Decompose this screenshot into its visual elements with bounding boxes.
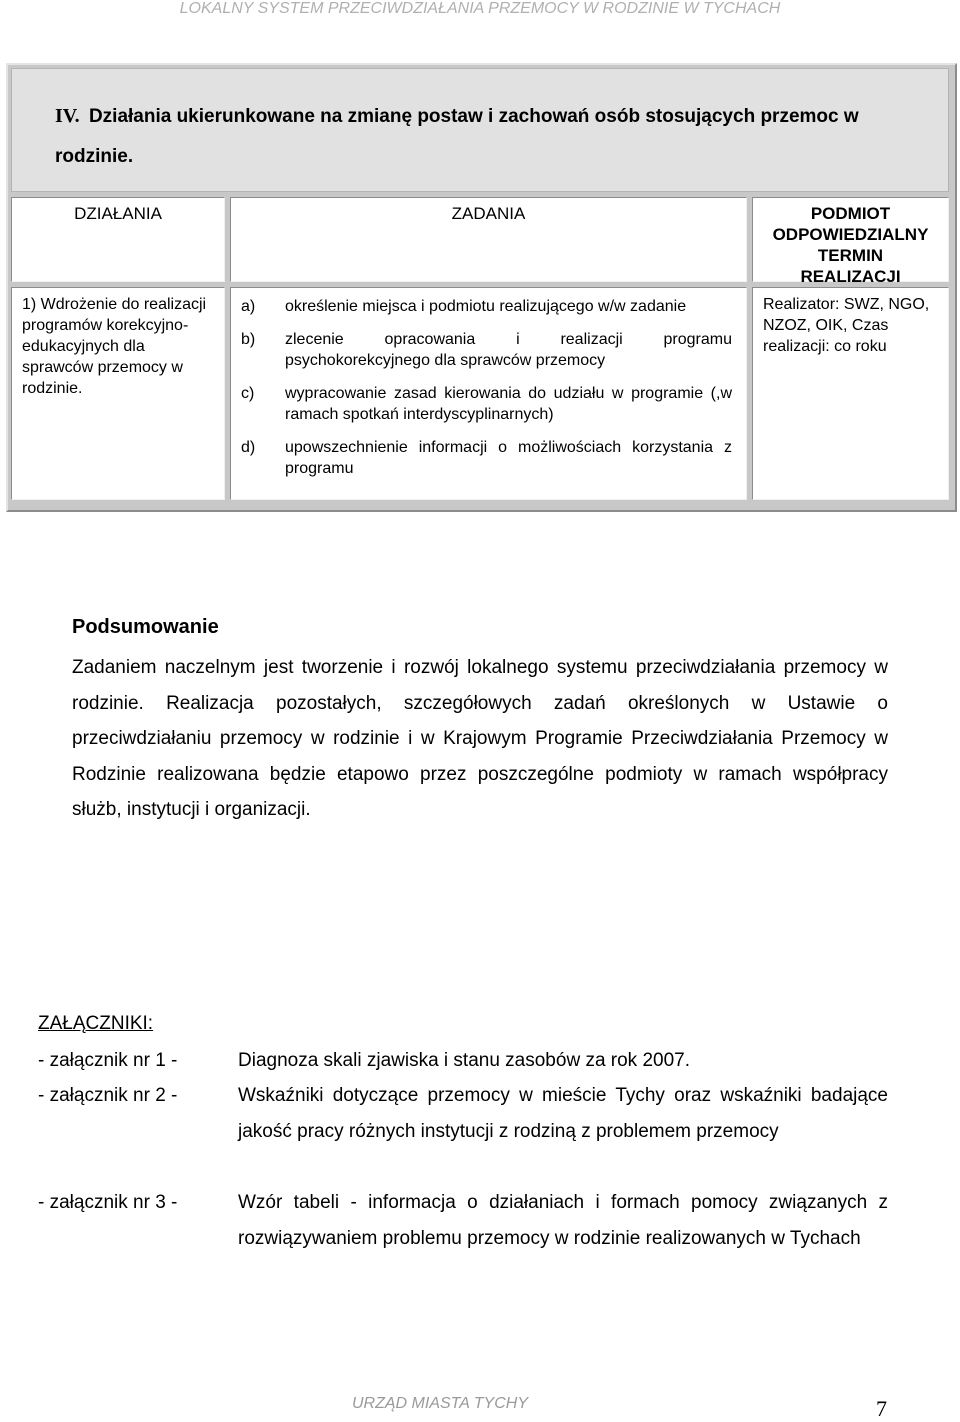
task-item: d) upowszechnienie informacji o możliwościach korzystania z programu bbox=[241, 439, 732, 477]
attachment-label: - załącznik nr 2 - bbox=[38, 1085, 178, 1106]
summary-text: Zadaniem naczelnym jest tworzenie i rozwój lokalnego systemu przeciwdziałania przemocy w rodzinie. Realizacja pozostałych, szczegółowych zadań określonych w Ustawie o przeciwdziałaniu przemocy w rodzinie i w Krajowym Programie Przeciwdziałania Przemocy w Rodzinie realizowana będzie etapowo przez poszczególne podmioty w ramach współpracy służb, instytucji i organizacji. bbox=[72, 657, 888, 820]
summary-title: Podsumowanie bbox=[72, 616, 219, 638]
running-footer: URZĄD MIASTA TYCHY bbox=[352, 1395, 529, 1412]
cell-responsible: Realizator: SWZ, NGO, NZOZ, OIK, Czas realizacji: co roku bbox=[752, 287, 949, 500]
cell-tasks bbox=[230, 287, 747, 500]
attachment-text: Diagnoza skali zjawiska i stanu zasobów za rok 2007. bbox=[238, 1050, 691, 1071]
section-title bbox=[55, 96, 935, 177]
attachment-text: Wskaźniki dotyczące przemocy w mieście Tychy oraz wskaźniki badające jakość pracy różnych instytucji z rodziną z problemem przemocy bbox=[238, 1085, 888, 1142]
attachments-title: ZAŁĄCZNIKI: bbox=[38, 1013, 154, 1034]
section-title-text: Działania ukierunkowane na zmianę postaw i zachowań osób stosujących przemoc w rodzinie. bbox=[55, 106, 859, 167]
task-item: c) wypracowanie zasad kierowania do udziału w programie (,w ramach spotkań interdyscyplinarnych) bbox=[241, 385, 732, 423]
section-number: IV. bbox=[55, 105, 80, 127]
attachment-label: - załącznik nr 3 - bbox=[38, 1192, 178, 1213]
attachment-label: - załącznik nr 1 - bbox=[38, 1050, 178, 1071]
header-actions: DZIAŁANIA bbox=[11, 197, 225, 282]
task-item: a) określenie miejsca i podmiotu realizującego w/w zadanie bbox=[241, 298, 687, 315]
task-item: b) zlecenie opracowania i realizacji programu psychokorekcyjnego dla sprawców przemocy bbox=[241, 331, 732, 369]
running-header: LOKALNY SYSTEM PRZECIWDZIAŁANIA PRZEMOCY W RODZINIE W TYCHACH bbox=[179, 0, 781, 17]
header-responsible-term: PODMIOT ODPOWIEDZIALNY TERMIN REALIZACJI bbox=[752, 197, 949, 282]
cell-action: 1) Wdrożenie do realizacji programów korekcyjno-edukacyjnych dla sprawców przemocy w rodzinie. bbox=[11, 287, 225, 500]
page-number: 7 bbox=[876, 1396, 887, 1421]
attachment-text: Wzór tabeli - informacja o działaniach i formach pomocy związanych z rozwiązywaniem problemu przemocy w rodzinie realizowanych w Tychach bbox=[238, 1192, 888, 1249]
header-tasks: ZADANIA bbox=[230, 197, 747, 282]
